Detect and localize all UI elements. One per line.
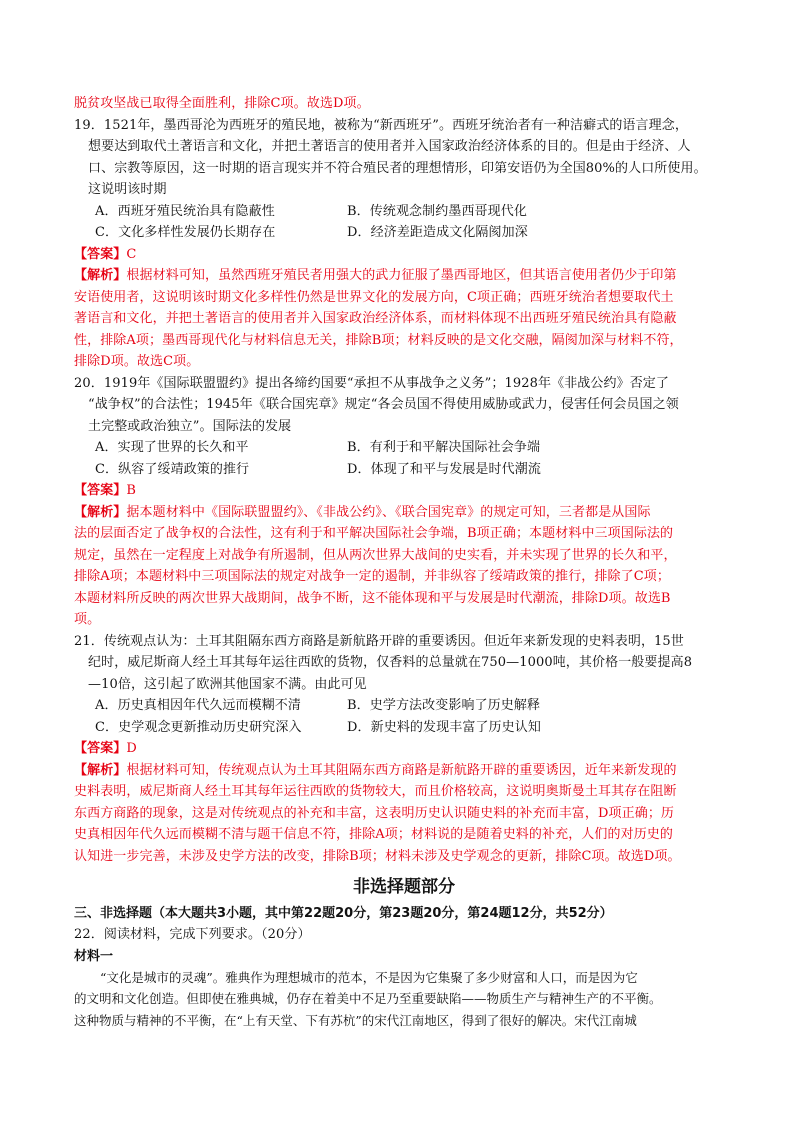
q19-analysis-line: 排除D项。故选C项。 [74,354,200,369]
document-page [74,93,734,1031]
q19-analysis-line: 性，排除A项；墨西哥现代化与材料信息无关，排除B项；材料反映的是文化交融，隔阂加深与材料不符， [74,332,683,348]
q21-stem-line: —10倍，这引起了欧洲其他国家不满。由此可见 [88,676,367,692]
q21-stem-line: 21．传统观点认为：土耳其阻隔东西方商路是新航路开辟的重要诱因。但近年来新发现的史料表明，15世 [74,633,684,649]
q20-options-row [74,437,734,459]
q20-stem-line: “战争权”的合法性；1945年《联合国宪章》规定“各会员国不得使用威胁或武力，侵害任何会员国之领 [88,397,679,412]
q21-stem-line: 纪时，威尼斯商人经土耳其每年运往西欧的货物，仅香料的总量就在750—1000吨，其价格一般要提高8 [88,655,693,670]
q19-stem-line: 想要达到取代土著语言和文化，并把土著语言的使用者并入国家政治经济体系的目的。但是由于经济、人 [88,139,691,154]
q19-analysis-line [74,265,734,287]
q19-stem-line: 这说明该时期 [88,182,167,197]
question-21 [74,631,734,868]
q21-option-b: B．史学方法改变影响了历史解释 [347,698,541,713]
q20-analysis-line [74,502,734,524]
q19-option-a: A．西班牙殖民统治具有隐蔽性 [95,203,275,219]
q19-options-row [74,222,734,244]
answer-value: D [126,741,137,756]
q21-option-d: D．新史料的发现丰富了历史认知 [347,719,541,735]
answer-value: B [126,483,137,498]
analysis-tag: 【解析】 [74,504,127,520]
q21-analysis-line: 史料表明，威尼斯商人经土耳其每年运往西欧的货物较大，而且价格较高，这说明奥斯曼土耳其存在阻断 [74,784,677,799]
q20-options-row [74,459,734,481]
q21-option-a: A．历史真相因年代久远而模糊不清 [95,698,301,713]
answer-tag: 【答案】 [74,741,127,756]
question-20 [74,373,734,631]
material-line: 这种物质与精神的不平衡，在“上有天堂、下有苏杭”的宋代江南地区，得到了很好的解决。宋代江南城 [74,1012,637,1028]
q21-analysis-line: 史真相因年代久远而模糊不清与题干信息不符，排除A项；材料说的是随着史料的补充，人们的对历史的 [74,827,673,842]
q20-answer [74,480,734,502]
q20-stem-line: 土完整或政治独立”。国际法的发展 [88,418,292,434]
q21-analysis-line: 认知进一步完善，未涉及史学方法的改变，排除B项；材料未涉及史学观念的更新，排除C项。故选D项。 [74,848,681,864]
q20-option-c: C．纵容了绥靖政策的推行 [95,461,250,477]
answer-tag: 【答案】 [74,246,127,262]
analysis-tag: 【解析】 [74,268,127,283]
q19-stem-line: 19．1521年，墨西哥沦为西班牙的殖民地，被称为“新西班牙”。西班牙统治者有一种洁癖式的语言理念， [74,117,688,133]
q19-answer [74,244,734,266]
q21-analysis-line [74,760,734,782]
q20-analysis-line: 排除A项；本题材料中三项国际法的规定对战争一定的遏制，并非纵容了绥靖政策的推行，排除了C项； [74,569,670,584]
material-line: “文化是城市的灵魂”。雅典作为理想城市的范本，不是因为它集聚了多少财富和人口，而是因为它 [100,969,638,985]
q21-answer [74,738,734,760]
q20-option-d: D．体现了和平与发展是时代潮流 [347,461,541,477]
question-19 [74,115,734,373]
answer-value: C [126,246,137,262]
q20-analysis-line: 项。 [74,612,101,627]
q19-option-d: D．经济差距造成文化隔阂加深 [347,225,528,240]
analysis-text: 根据材料可知，传统观点认为土耳其阻隔东西方商路是新航路开辟的重要诱因，近年来新发现的 [126,762,677,778]
q21-options-row [74,717,734,739]
q19-stem-line: 口、宗教等原因，这一时期的语言现实并不符合殖民者的理想情形，印第安语仍为全国80%的人口所使用。 [88,160,707,176]
analysis-text: 根据材料可知，虽然西班牙殖民者用强大的武力征服了墨西哥地区，但其语言使用者仍少于印第 [126,268,677,283]
q22-stem: 22．阅读材料，完成下列要求。（20分） [74,927,311,942]
q20-option-b: B．有利于和平解决国际社会争端 [347,440,541,455]
material-line: 的文明和文化创造。但即使在雅典城，仍存在着美中不足乃至重要缺陷——物质生产与精神生产的不平衡。 [74,991,662,1006]
material-title: 材料一 [74,948,114,964]
q21-options-row [74,695,734,717]
q21-option-c: C．史学观念更新推动历史研究深入 [95,719,302,735]
analysis-tag: 【解析】 [74,762,127,778]
q19-option-b: B．传统观念制约墨西哥现代化 [347,203,527,219]
q19-analysis-line: 著语言和文化，并把土著语言的使用者并入国家政治经济体系，而材料体现不出西班牙殖民统治具有隐蔽 [74,311,677,326]
section-title: 非选择题部分 [353,877,455,897]
q20-option-a: A．实现了世界的长久和平 [95,440,249,455]
q19-option-c: C．文化多样性发展仍长期存在 [95,225,276,240]
q20-stem-line: 20．1919年《国际联盟盟约》提出各缔约国要“承担不从事战争之义务”；1928年《非战公约》否定了 [74,375,670,391]
q20-analysis-line: 法的层面否定了战争权的合法性，这有利于和平解决国际社会争端，B项正确；本题材料中三项国际法的 [74,526,674,541]
q21-analysis-line: 东西方商路的现象，这是对传统观点的补充和丰富，这表明历史认识随史料的补充而丰富，D项正确；历 [74,805,675,821]
q19-analysis-line: 安语使用者，这说明该时期文化多样性仍然是世界文化的发展方向，C项正确；西班牙统治者想要取代土 [74,289,674,305]
section-heading: 三、非选择题（本大题共3小题，其中第22题20分，第23题20分，第24题12分，共52分） [74,906,613,921]
q20-analysis-line: 规定，虽然在一定程度上对战争有所遏制，但从两次世界大战间的史实看，并未实现了世界的长久和平， [74,547,677,563]
analysis-text: 据本题材料中《国际联盟盟约》、《非战公约》、《联合国宪章》的规定可知，三者都是从国际 [126,504,651,520]
answer-tag: 【答案】 [74,483,127,498]
q20-analysis-line: 本题材料所反映的两次世界大战期间，战争不断，这不能体现和平与发展是时代潮流，排除D项。故选B [74,590,671,606]
q18-analysis-tail: 脱贫攻坚战已取得全面胜利，排除C项。故选D项。 [74,96,370,111]
q19-options-row [74,201,734,223]
